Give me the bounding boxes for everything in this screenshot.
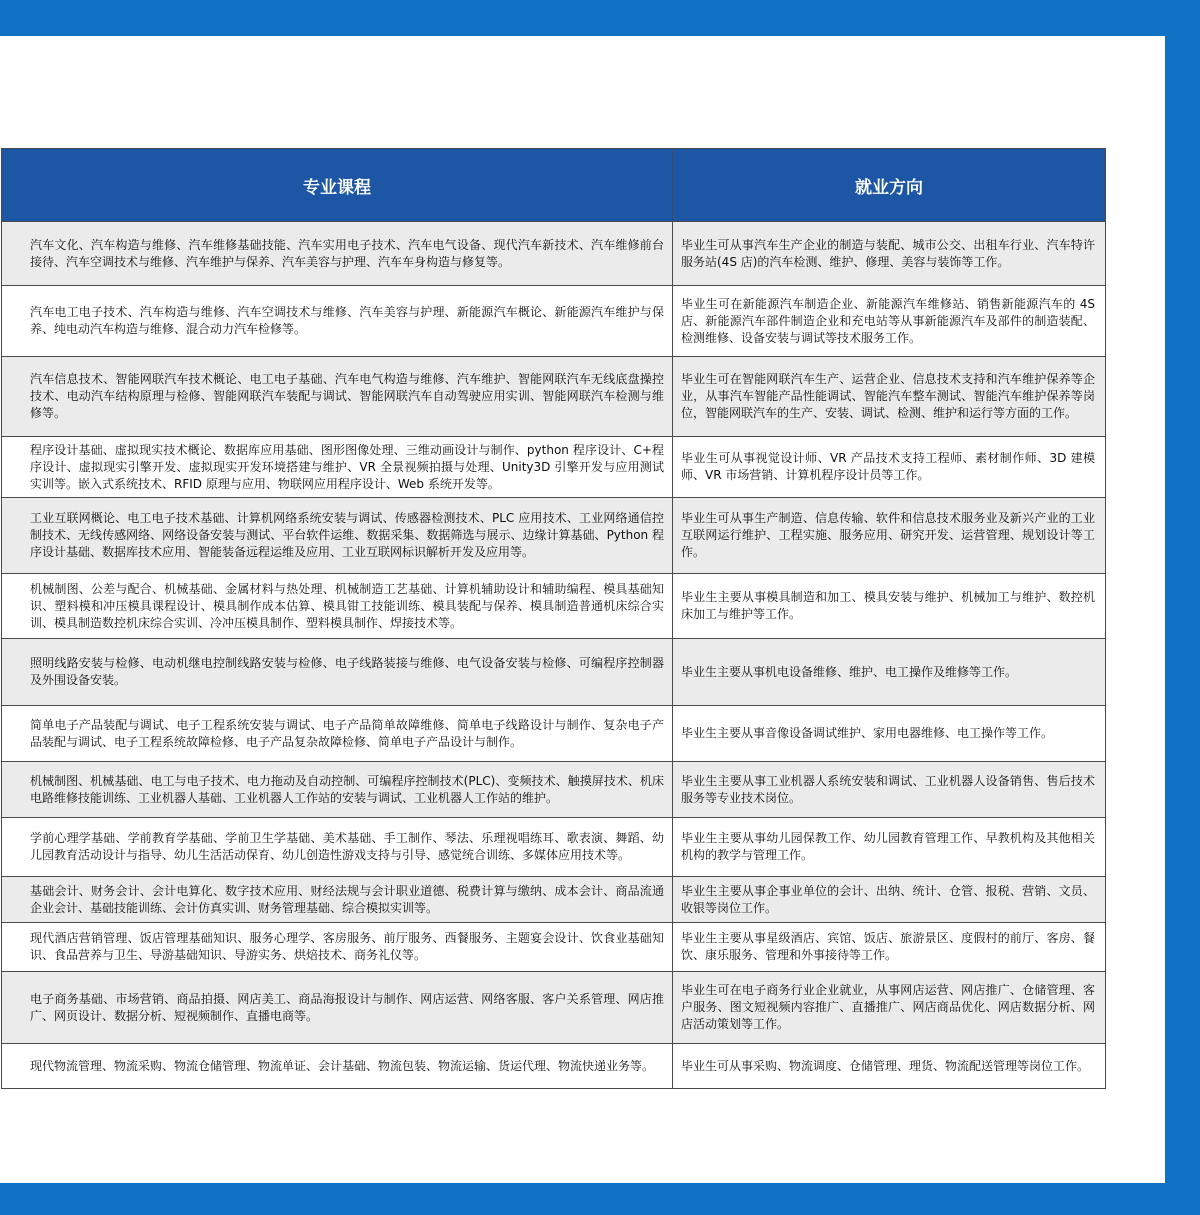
- table-row: [2, 923, 1106, 972]
- table-row: [2, 437, 1106, 498]
- table-row: [2, 498, 1106, 574]
- career-cell: 毕业生可从事生产制造、信息传输、软件和信息技术服务业及新兴产业的工业互联网运行维护、工程实施、服务应用、研究开发、运营管理、规划设计等工作。: [673, 498, 1106, 574]
- table-header-row: [2, 149, 1106, 222]
- header-career: 就业方向: [673, 149, 1106, 222]
- courses-cell: 汽车信息技术、智能网联汽车技术概论、电工电子基础、汽车电气构造与维修、汽车维护、智能网联汽车无线底盘操控技术、电动汽车结构原理与检修、智能网联汽车装配与调试、智能网联汽车自动驾驶应用实训、智能网联汽车检测与维修等。: [2, 357, 673, 437]
- courses-cell: 工业互联网概论、电工电子技术基础、计算机网络系统安装与调试、传感器检测技术、PLC 应用技术、工业网络通信控制技术、无线传感网络、网络设备安装与测试、平台软件运维、数据采集、数据筛选与展示、边缘计算基础、Python 程序设计基础、数据库技术应用、智能装备远程运维及应用、工业互联网标识解析开发及应用等。: [2, 498, 673, 574]
- courses-cell: 基础会计、财务会计、会计电算化、数字技术应用、财经法规与会计职业道德、税费计算与缴纳、成本会计、商品流通企业会计、基础技能训练、会计仿真实训、财务管理基础、综合模拟实训等。: [2, 877, 673, 923]
- career-cell: 毕业生可从事汽车生产企业的制造与装配、城市公交、出租车行业、汽车特许服务站(4S 店)的汽车检测、维护、修理、美容与装饰等工作。: [673, 222, 1106, 286]
- course-career-table: [1, 148, 1106, 1089]
- career-cell: 毕业生主要从事幼儿园保教工作、幼儿园教育管理工作、早教机构及其他相关机构的教学与管理工作。: [673, 818, 1106, 877]
- courses-cell: 现代物流管理、物流采购、物流仓储管理、物流单证、会计基础、物流包装、物流运输、货运代理、物流快递业务等。: [2, 1044, 673, 1089]
- career-cell: 毕业生主要从事机电设备维修、维护、电工操作及维修等工作。: [673, 639, 1106, 706]
- courses-cell: 汽车电工电子技术、汽车构造与维修、汽车空调技术与维修、汽车美容与护理、新能源汽车概论、新能源汽车维护与保养、纯电动汽车构造与维修、混合动力汽车检修等。: [2, 286, 673, 357]
- career-cell: 毕业生主要从事音像设备调试维护、家用电器维修、电工操作等工作。: [673, 706, 1106, 762]
- career-cell: 毕业生主要从事模具制造和加工、模具安装与维护、机械加工与维护、数控机床加工与维护等工作。: [673, 574, 1106, 639]
- table-row: [2, 972, 1106, 1044]
- career-cell: 毕业生可在电子商务行业企业就业，从事网店运营、网店推广、仓储管理、客户服务、图文短视频内容推广、直播推广、网店商品优化、网店数据分析、网店活动策划等工作。: [673, 972, 1106, 1044]
- career-cell: 毕业生可在新能源汽车制造企业、新能源汽车维修站、销售新能源汽车的 4S 店、新能源汽车部件制造企业和充电站等从事新能源汽车及部件的制造装配、检测维修、设备安装与调试等技术服务工作。: [673, 286, 1106, 357]
- career-cell: 毕业生可从事采购、物流调度、仓储管理、理货、物流配送管理等岗位工作。: [673, 1044, 1106, 1089]
- table-row: [2, 1044, 1106, 1089]
- table-row: [2, 818, 1106, 877]
- table-row: [2, 762, 1106, 818]
- career-cell: 毕业生主要从事企事业单位的会计、出纳、统计、仓管、报税、营销、文员、收银等岗位工作。: [673, 877, 1106, 923]
- courses-cell: 机械制图、机械基础、电工与电子技术、电力拖动及自动控制、可编程序控制技术(PLC)、变频技术、触摸屏技术、机床电路维修技能训练、工业机器人基础、工业机器人工作站的安装与调试、工业机器人工作站的维护。: [2, 762, 673, 818]
- career-cell: 毕业生可在智能网联汽车生产、运营企业、信息技术支持和汽车维护保养等企业，从事汽车智能产品性能调试、智能汽车整车测试、智能汽车维护保养等岗位，智能网联汽车的生产、安装、调试、检测、维护和运行等方面的工作。: [673, 357, 1106, 437]
- career-cell: 毕业生主要从事星级酒店、宾馆、饭店、旅游景区、度假村的前厅、客房、餐饮、康乐服务、管理和外事接待等工作。: [673, 923, 1106, 972]
- career-cell: 毕业生主要从事工业机器人系统安装和调试、工业机器人设备销售、售后技术服务等专业技术岗位。: [673, 762, 1106, 818]
- header-courses: 专业课程: [2, 149, 673, 222]
- bottom-blue-band: [0, 1183, 1200, 1215]
- career-cell: 毕业生可从事视觉设计师、VR 产品技术支持工程师、素材制作师、3D 建模师、VR 市场营销、计算机程序设计员等工作。: [673, 437, 1106, 498]
- top-blue-band: [0, 0, 1200, 36]
- right-blue-band: [1165, 0, 1200, 1215]
- table-row: [2, 286, 1106, 357]
- courses-cell: 电子商务基础、市场营销、商品拍摄、网店美工、商品海报设计与制作、网店运营、网络客服、客户关系管理、网店推广、网页设计、数据分析、短视频制作、直播电商等。: [2, 972, 673, 1044]
- table-row: [2, 357, 1106, 437]
- courses-cell: 机械制图、公差与配合、机械基础、金属材料与热处理、机械制造工艺基础、计算机辅助设计和辅助编程、模具基础知识、塑料模和冲压模具课程设计、模具制作成本估算、模具钳工技能训练、模具装配与保养、模具制造普通机床综合实训、模具制造数控机床综合实训、冷冲压模具制作、塑料模具制作、焊接技术等。: [2, 574, 673, 639]
- table-row: [2, 574, 1106, 639]
- table-row: [2, 222, 1106, 286]
- courses-cell: 学前心理学基础、学前教育学基础、学前卫生学基础、美术基础、手工制作、琴法、乐理视唱练耳、歌表演、舞蹈、幼儿园教育活动设计与指导、幼儿生活活动保育、幼儿创造性游戏支持与引导、感觉统合训练、多媒体应用技术等。: [2, 818, 673, 877]
- courses-cell: 程序设计基础、虚拟现实技术概论、数据库应用基础、图形图像处理、三维动画设计与制作、python 程序设计、C+程序设计、虚拟现实引擎开发、虚拟现实开发环境搭建与维护、VR 全景视频拍摄与处理、Unity3D 引擎开发与应用测试实训等。嵌入式系统技术、RFID 原理与应用、物联网应用程序设计、Web 系统开发等。: [2, 437, 673, 498]
- table-row: [2, 706, 1106, 762]
- courses-cell: 汽车文化、汽车构造与维修、汽车维修基础技能、汽车实用电子技术、汽车电气设备、现代汽车新技术、汽车维修前台接待、汽车空调技术与维修、汽车维护与保养、汽车美容与护理、汽车车身构造与修复等。: [2, 222, 673, 286]
- courses-cell: 现代酒店营销管理、饭店管理基础知识、服务心理学、客房服务、前厅服务、西餐服务、主题宴会设计、饮食业基础知识、食品营养与卫生、导游基础知识、导游实务、烘焙技术、商务礼仪等。: [2, 923, 673, 972]
- table-row: [2, 877, 1106, 923]
- courses-cell: 简单电子产品装配与调试、电子工程系统安装与调试、电子产品简单故障维修、简单电子线路设计与制作、复杂电子产品装配与调试、电子工程系统故障检修、电子产品复杂故障检修、简单电子产品设计与制作。: [2, 706, 673, 762]
- courses-cell: 照明线路安装与检修、电动机继电控制线路安装与检修、电子线路装接与维修、电气设备安装与检修、可编程序控制器及外围设备安装。: [2, 639, 673, 706]
- table-row: [2, 639, 1106, 706]
